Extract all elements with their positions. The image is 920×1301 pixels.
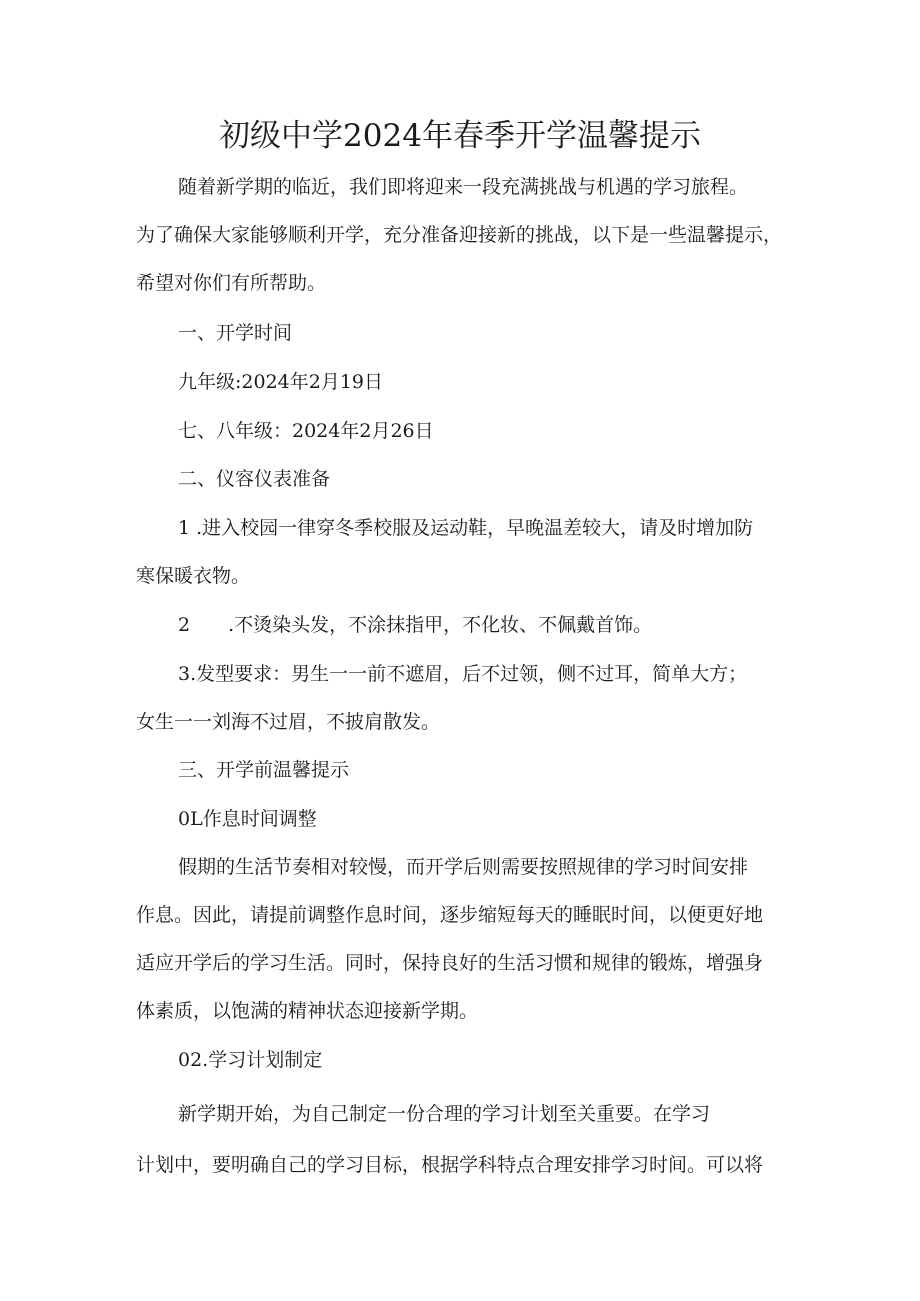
item-3-line-2: 女生一一刘海不过眉，不披肩散发。 [136, 711, 441, 733]
section-1-heading: 一、开学时间 [178, 322, 293, 344]
sub-1-line-1: 假期的生活节奏相对较慢，而开学后则需要按照规律的学习时间安排 [178, 856, 749, 878]
intro-line-3: 希望对你们有所帮助。 [136, 272, 327, 294]
item-3-line-1: 3.发型要求：男生一一前不遮眉，后不过领，侧不过耳，简单大方； [178, 663, 748, 685]
item-1-line-2: 寒保暖衣物。 [136, 565, 251, 587]
sub-1-line-3: 适应开学后的学习生活。同时，保持良好的生活习惯和规律的锻炼，增强身 [136, 952, 764, 974]
sub-1-line-4: 体素质，以饱满的精神状态迎接新学期。 [136, 1000, 479, 1022]
section-3-heading: 三、开学前温馨提示 [178, 759, 350, 781]
sub-2-line-1: 新学期开始，为自己制定一份合理的学习计划至关重要。在学习 [178, 1103, 711, 1125]
sub-2-line-2: 计划中，要明确自己的学习目标，根据学科特点合理安排学习时间。可以将 [136, 1154, 764, 1176]
document-title: 初级中学2024年春季开学温馨提示 [219, 118, 701, 154]
sub-2-heading: 02.学习计划制定 [178, 1049, 323, 1071]
item-1-line-1: 1 .进入校园一律穿冬季校服及运动鞋，早晚温差较大，请及时增加防 [178, 517, 754, 539]
item-2: 2 .不烫染头发，不涂抹指甲，不化妆、不佩戴首饰。 [178, 614, 653, 636]
grade-7-8-date: 七、八年级：2024年2月26日 [178, 420, 434, 442]
sub-1-heading: 0L作息时间调整 [178, 808, 317, 830]
intro-line-1: 随着新学期的临近，我们即将迎来一段充满挑战与机遇的学习旅程。 [178, 176, 749, 198]
intro-line-2: 为了确保大家能够顺利开学，充分准备迎接新的挑战，以下是一些温馨提示， [136, 224, 783, 246]
sub-1-line-2: 作息。因此，请提前调整作息时间，逐步缩短每天的睡眠时间，以便更好地 [136, 904, 764, 926]
grade-9-date: 九年级:2024年2月19日 [178, 371, 384, 393]
section-2-heading: 二、仪容仪表准备 [178, 468, 331, 490]
